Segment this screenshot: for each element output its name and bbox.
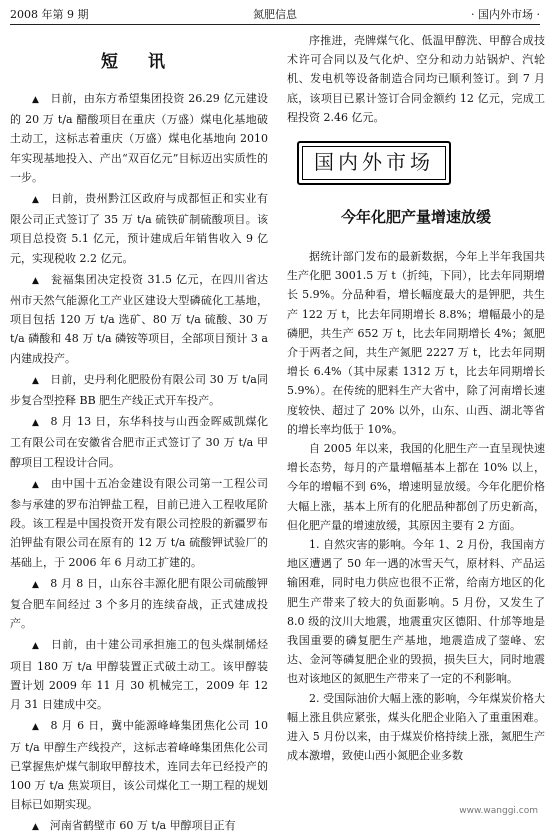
article-body xyxy=(287,247,545,765)
continued-paragraph: 序推进，壳牌煤气化、低温甲醇洗、甲醇合成技术许可合同以及气化炉、空分和动力站锅炉、汽轮机、发电机等设备制造合同均已顺利签订。到 7 月底，该项目已累计签订合同金额约 12 亿元，完成工程投资 2.46 亿元。 xyxy=(287,34,545,124)
bullet-triangle-icon: ▲ xyxy=(32,579,40,590)
article-paragraph: 2. 受国际油价大幅上涨的影响，今年煤炭价格大幅上涨且供应紧张，煤头化肥企业陷入了重重困难。进入 5 月份以来，由于煤炭价格持续上涨，氮肥生产成本激增，致使山西小氮肥企业多数 xyxy=(287,691,545,763)
bullet-triangle-icon: ▲ xyxy=(32,479,40,490)
news-item xyxy=(10,635,268,714)
watermark: www.wanggi.com xyxy=(459,806,538,816)
news-item-text: 日前，史丹利化肥股份有限公司 30 万 t/a同步复合型控释 BB 肥生产线正式开车投产。 xyxy=(10,372,269,408)
header-rule xyxy=(10,24,540,25)
news-item-text: 8 月 6 日，冀中能源峰峰集团焦化公司 10 万 t/a 甲醇生产线投产，这标志着峰峰集团焦化公司已掌握焦炉煤气制取甲醇技术，连同去年已经投产的 100 万 t/a 焦炭项目，该公司煤化工一期工程的规划目标已如期实现。 xyxy=(10,719,269,812)
news-brief-title: 短 讯 xyxy=(101,52,177,72)
article-paragraph: 1. 自然灾害的影响。今年 1、2 月份，我国南方地区遭遇了 50 年一遇的冰雪天气，原材料、产品运输困难，同时电力供应也很不正常，给南方地区的化肥生产带来了较大的负面影响。5 月份，又发生了 8.0 级的汶川大地震，地震重灾区德阳、什邡等地是我国重要的磷复肥生产基地，地震造成了蓥峰、宏达、金河等磷复肥企业的毁损，损失巨大，同时地震也对该地区的氮肥生产带来了一定的不利影响。 xyxy=(287,538,545,686)
bullet-triangle-icon: ▲ xyxy=(32,275,40,286)
news-item xyxy=(10,574,268,634)
news-item xyxy=(10,474,268,572)
news-item xyxy=(10,716,268,814)
news-item-text: 河南省鹤壁市 60 万 t/a 甲醇项目正有 xyxy=(49,819,236,833)
news-item-text: 8 月 13 日，东华科技与山西金晖威凯煤化工有限公司在安徽省合肥市正式签订了 30 万 t/a 甲醇项目工程设计合同。 xyxy=(10,415,269,469)
news-item-text: 瓮福集团决定投资 31.5 亿元，在四川省达州市天然气能源化工产业区建设大型磷硫化工基地，项目包括 120 万 t/a 选矿、80 万 t/a 硫酸、30 万 t/a 磷酸和 48 万 t/a 磷铵等项目，全部项目预计 3 a 内建成投产。 xyxy=(10,272,269,365)
left-column xyxy=(10,31,268,838)
right-column xyxy=(287,31,545,766)
section-stamp xyxy=(297,141,451,185)
page-header xyxy=(10,6,540,24)
section-stamp-text: 国内外市场 xyxy=(314,150,434,175)
news-item xyxy=(10,270,268,368)
news-item-text: 由中国十五冶金建设有限公司第一工程公司参与承建的罗布泊钾盐工程，目前已进入工程收尾阶段。该工程是中国投资开发有限公司控股的新疆罗布泊钾盐有限公司在原有的 12 万 t/a 硫酸钾试验厂的基础上，于 2006 年 6 月动工扩建的。 xyxy=(10,476,269,569)
news-brief-list xyxy=(10,89,268,838)
news-item-text: 日前，由东方希望集团投资 26.29 亿元建设的 20 万 t/a 醋酸项目在重庆（万盛）煤电化基地破土动工，这标志着重庆（万盛）煤电化基地向 2010 年实现基地投入、产出“双百亿元”目标迈出实质性的一步。 xyxy=(10,92,269,184)
journal-name: 氮肥信息 xyxy=(253,8,297,21)
issue-label: 2008 年第 9 期 xyxy=(10,8,89,21)
news-item xyxy=(10,189,268,268)
news-item xyxy=(10,816,268,837)
bullet-triangle-icon: ▲ xyxy=(32,418,40,429)
section-label: · 国内外市场 · xyxy=(471,8,540,21)
news-item-text: 8 月 8 日，山东谷丰源化肥有限公司硫酸钾复合肥车间经过 3 个多月的连续奋战，正式建成投产。 xyxy=(10,576,269,631)
bullet-triangle-icon: ▲ xyxy=(32,375,40,386)
news-item xyxy=(10,370,268,410)
article-paragraph: 自 2005 年以来，我国的化肥生产一直呈现快速增长态势，每月的产量增幅基本上都在 10% 以上，今年的增幅不到 6%，增速明显放缓。今年化肥价格大幅上涨，基本上所有的化肥品种都创了历史新高，但化肥产量的增速放缓，其原因主要有 2 方面。 xyxy=(287,442,545,532)
news-item xyxy=(10,412,268,472)
news-item-text: 日前，贵州黔江区政府与成都恒正和实业有限公司正式签订了 35 万 t/a 硫铁矿制硫酸项目。该项目总投资 5.1 亿元，预计建成后年销售收入 9 亿元，实现税收 2.2 亿元。 xyxy=(10,192,269,265)
bullet-triangle-icon: ▲ xyxy=(32,195,40,206)
article-title: 今年化肥产量增速放缓 xyxy=(340,208,491,227)
bullet-triangle-icon: ▲ xyxy=(32,822,39,833)
bullet-triangle-icon: ▲ xyxy=(32,95,40,105)
news-item xyxy=(10,89,268,187)
article-paragraph: 据统计部门发布的最新数据，今年上半年我国共生产化肥 3001.5 万 t（折纯，下同），比去年同期增长 5.9%。分品种看，增长幅度最大的是钾肥，共生产 122 万 t，比去年同期增长 8.8%；增幅最小的是磷肥，共生产 652 万 t，比去年同期增长 4%；氮肥介于两者之间，共生产氮肥 2227 万 t，比去年同期增长 6.4%（其中尿素 1312 万 t，比去年同期增长 5.9%）。在传统的肥料生产大省中，除了河南增长速度较快、超过了 20% 以外，山东、山西、湖北等省的增长率均低于 10%。 xyxy=(287,250,545,436)
bullet-triangle-icon: ▲ xyxy=(32,722,40,733)
news-item-text: 日前，由十建公司承担施工的包头煤制烯烃项目 180 万 t/a 甲醇装置正式破土动工。该甲醇装置计划 2009 年 11 月 30 机械完工，2009 年 12 月 31 日建成中交。 xyxy=(10,638,269,712)
bullet-triangle-icon: ▲ xyxy=(32,641,40,652)
